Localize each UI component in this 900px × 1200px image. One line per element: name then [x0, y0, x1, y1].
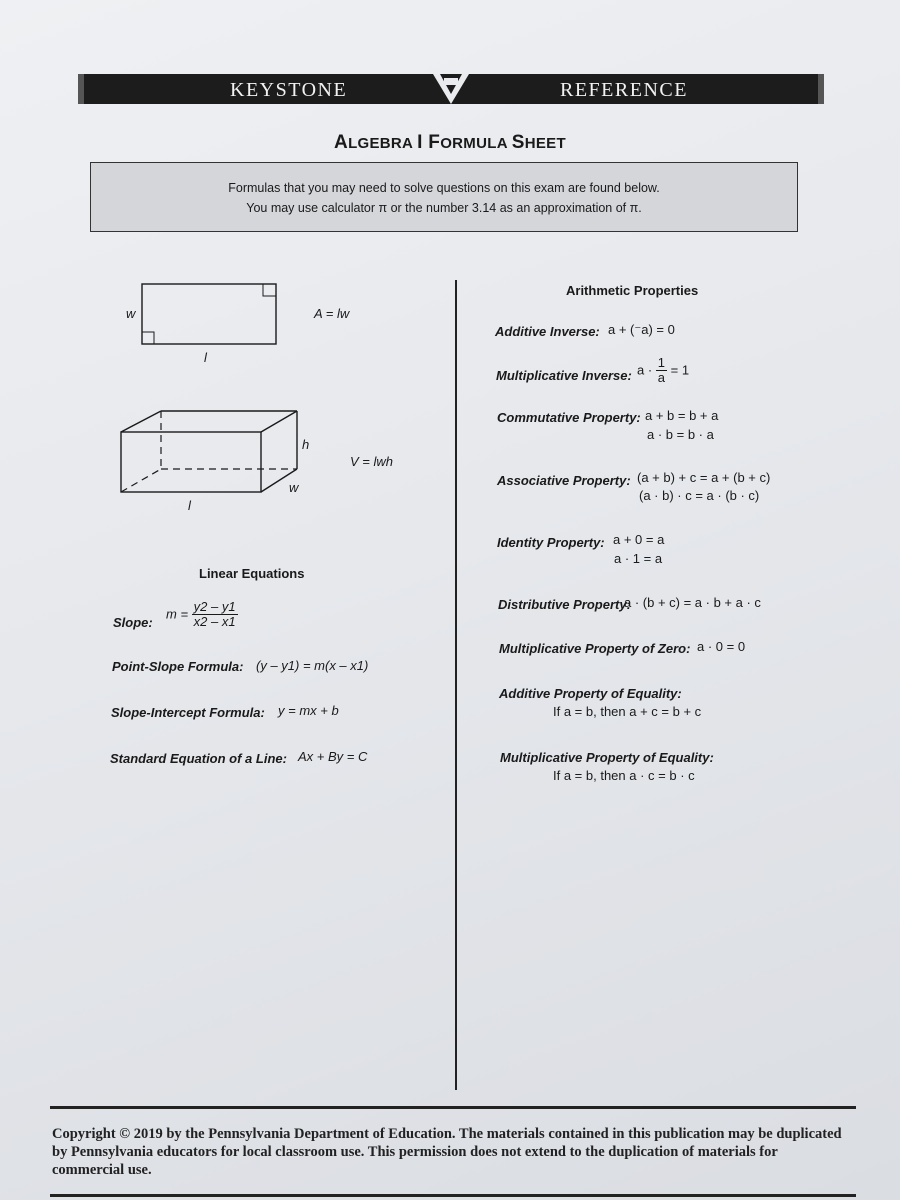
additive-inverse-label: Additive Inverse: [495, 324, 600, 339]
intro-line-2: You may use calculator π or the number 3.14 as an approximation of π. [246, 201, 642, 215]
arithmetic-properties-title: Arithmetic Properties [566, 283, 699, 298]
prism-length-label: l [188, 498, 191, 513]
rectangle-diagram [130, 278, 290, 350]
rect-length-label: l [204, 350, 207, 365]
rect-width-label: w [126, 306, 136, 321]
multiplicative-inverse-label: Multiplicative Inverse: [496, 368, 632, 383]
multiplicative-equality-formula: If a = b, then a · c = b · c [553, 768, 695, 783]
rect-area-formula: A = lw [314, 306, 350, 321]
multiplicative-equality-label: Multiplicative Property of Equality: [500, 750, 714, 765]
multiplicative-inverse-formula: a · $\frac{1}{a}$ = 1 [637, 355, 690, 385]
page-title: ALGEBRA I FORMULA SHEET [334, 132, 566, 153]
header-reference: REFERENCE [560, 79, 688, 101]
associative-addition: (a + b) + c = a + (b + c) [637, 470, 771, 485]
identity-addition: a + 0 = a [613, 532, 665, 547]
slope-label: Slope: [113, 615, 153, 630]
distributive-label: Distributive Property: [498, 597, 631, 612]
footer-rule-top [50, 1106, 856, 1109]
associative-multiplication: (a · b) · c = a · (b · c) [639, 488, 760, 503]
standard-equation-formula: Ax + By = C [298, 749, 368, 764]
additive-inverse-formula: a + (⁻a) = 0 [608, 322, 675, 337]
identity-label: Identity Property: [497, 535, 605, 550]
distributive-formula: a · (b + c) = a · b + a · c [624, 595, 761, 610]
slope-denominator: x2 – x1 [193, 613, 236, 629]
additive-equality-formula: If a = b, then a + c = b + c [553, 704, 702, 719]
associative-label: Associative Property: [497, 473, 631, 488]
slope-intercept-label: Slope-Intercept Formula: [111, 705, 265, 720]
prism-height-label: h [302, 437, 310, 452]
commutative-addition: a + b = b + a [645, 408, 719, 423]
prism-volume-formula: V = lwh [350, 454, 393, 469]
intro-box [90, 162, 798, 232]
footer-rule-bottom [50, 1194, 856, 1197]
mult-zero-label: Multiplicative Property of Zero: [499, 641, 691, 656]
prism-diagram [115, 405, 310, 500]
intro-line-1: Formulas that you may need to solve questions on this exam are found below. [228, 181, 660, 195]
header-keystone: KEYSTONE [230, 79, 348, 101]
copyright-notice: Copyright © 2019 by the Pennsylvania Department of Education. The materials contained in this publication may be duplicated by Pennsylvania educators for local classroom use. This permission does not extend to the duplication of materials for commercial use. [52, 1126, 842, 1178]
commutative-label: Commutative Property: [497, 410, 641, 425]
mult-zero-formula: a · 0 = 0 [697, 639, 746, 654]
slope-formula: m = $\frac{y2 - y1}{x2 - x1}$ [166, 599, 236, 629]
additive-equality-label: Additive Property of Equality: [499, 686, 682, 701]
point-slope-label: Point-Slope Formula: [112, 659, 244, 674]
prism-width-label: w [289, 480, 299, 495]
standard-equation-label: Standard Equation of a Line: [110, 751, 287, 766]
header-banner [78, 74, 824, 104]
commutative-multiplication: a · b = b · a [647, 427, 714, 442]
slope-numerator: y2 – y1 [193, 599, 236, 614]
linear-equations-title: Linear Equations [199, 566, 305, 581]
slope-intercept-formula: y = mx + b [278, 703, 339, 718]
point-slope-formula: (y – y1) = m(x – x1) [256, 658, 369, 673]
identity-multiplication: a · 1 = a [614, 551, 663, 566]
column-divider [455, 280, 457, 1090]
